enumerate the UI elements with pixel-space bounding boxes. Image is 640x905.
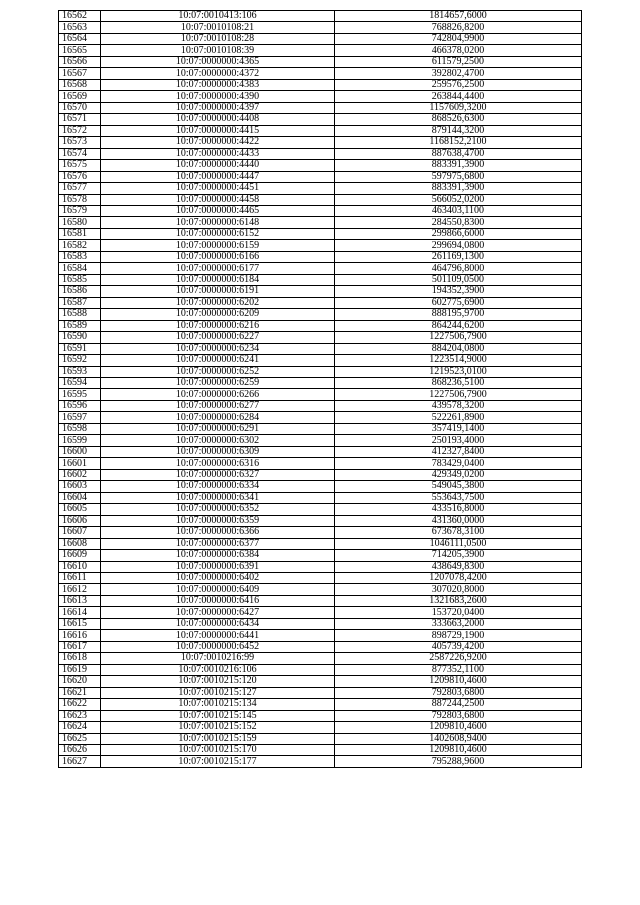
table-row	[59, 228, 582, 239]
value-cell: 1223514,9000	[335, 355, 582, 366]
row-number-cell: 16584	[59, 263, 101, 274]
row-number-cell: 16583	[59, 251, 101, 262]
value-cell: 602775,6900	[335, 297, 582, 308]
cadastral-number-cell: 10:07:0000000:6327	[101, 469, 335, 480]
table-row	[59, 332, 582, 343]
row-number-cell: 16623	[59, 710, 101, 721]
cadastral-number-cell: 10:07:0000000:6234	[101, 343, 335, 354]
table-row	[59, 171, 582, 182]
cadastral-number-cell: 10:07:0010215:145	[101, 710, 335, 721]
row-number-cell: 16619	[59, 664, 101, 675]
cadastral-number-cell: 10:07:0000000:4447	[101, 171, 335, 182]
value-cell: 864244,6200	[335, 320, 582, 331]
row-number-cell: 16577	[59, 183, 101, 194]
value-cell: 883391,3900	[335, 183, 582, 194]
table-row	[59, 366, 582, 377]
table-row	[59, 710, 582, 721]
table-row	[59, 756, 582, 767]
value-cell: 898729,1900	[335, 630, 582, 641]
table-row	[59, 595, 582, 606]
cadastral-number-cell: 10:07:0010215:120	[101, 676, 335, 687]
table-row	[59, 263, 582, 274]
cadastral-number-cell: 10:07:0000000:6452	[101, 641, 335, 652]
table-row	[59, 515, 582, 526]
table-row	[59, 492, 582, 503]
cadastral-number-cell: 10:07:0000000:6241	[101, 355, 335, 366]
table-row	[59, 148, 582, 159]
cadastral-number-cell: 10:07:0000000:6309	[101, 446, 335, 457]
row-number-cell: 16567	[59, 68, 101, 79]
row-number-cell: 16620	[59, 676, 101, 687]
row-number-cell: 16594	[59, 378, 101, 389]
table-row	[59, 676, 582, 687]
row-number-cell: 16625	[59, 733, 101, 744]
row-number-cell: 16611	[59, 572, 101, 583]
table-row	[59, 68, 582, 79]
table-row	[59, 389, 582, 400]
row-number-cell: 16579	[59, 205, 101, 216]
value-cell: 868526,6300	[335, 114, 582, 125]
cadastral-number-cell: 10:07:0010108:28	[101, 33, 335, 44]
table-row	[59, 733, 582, 744]
cadastral-number-cell: 10:07:0000000:4365	[101, 56, 335, 67]
row-number-cell: 16587	[59, 297, 101, 308]
row-number-cell: 16565	[59, 45, 101, 56]
records-table	[58, 10, 582, 768]
row-number-cell: 16615	[59, 618, 101, 629]
value-cell: 438649,8300	[335, 561, 582, 572]
row-number-cell: 16598	[59, 423, 101, 434]
cadastral-number-cell: 10:07:0000000:6227	[101, 332, 335, 343]
value-cell: 1209810,4600	[335, 676, 582, 687]
cadastral-number-cell: 10:07:0000000:4408	[101, 114, 335, 125]
value-cell: 412327,8400	[335, 446, 582, 457]
row-number-cell: 16616	[59, 630, 101, 641]
value-cell: 194352,3900	[335, 286, 582, 297]
cadastral-number-cell: 10:07:0000000:6334	[101, 481, 335, 492]
row-number-cell: 16588	[59, 309, 101, 320]
row-number-cell: 16569	[59, 91, 101, 102]
table-row	[59, 343, 582, 354]
table-row	[59, 309, 582, 320]
cadastral-number-cell: 10:07:0010215:159	[101, 733, 335, 744]
table-row	[59, 504, 582, 515]
row-number-cell: 16590	[59, 332, 101, 343]
value-cell: 2587226,9200	[335, 653, 582, 664]
value-cell: 439578,3200	[335, 400, 582, 411]
value-cell: 464796,8000	[335, 263, 582, 274]
cadastral-number-cell: 10:07:0010215:134	[101, 699, 335, 710]
row-number-cell: 16601	[59, 458, 101, 469]
row-number-cell: 16602	[59, 469, 101, 480]
cadastral-number-cell: 10:07:0000000:6266	[101, 389, 335, 400]
row-number-cell: 16622	[59, 699, 101, 710]
value-cell: 553643,7500	[335, 492, 582, 503]
row-number-cell: 16568	[59, 79, 101, 90]
row-number-cell: 16605	[59, 504, 101, 515]
cadastral-number-cell: 10:07:0000000:6252	[101, 366, 335, 377]
row-number-cell: 16578	[59, 194, 101, 205]
table-row	[59, 11, 582, 22]
table-row	[59, 91, 582, 102]
value-cell: 1814657,6000	[335, 11, 582, 22]
value-cell: 307020,8000	[335, 584, 582, 595]
row-number-cell: 16595	[59, 389, 101, 400]
value-cell: 673678,3100	[335, 527, 582, 538]
cadastral-number-cell: 10:07:0000000:4390	[101, 91, 335, 102]
row-number-cell: 16586	[59, 286, 101, 297]
cadastral-number-cell: 10:07:0000000:6391	[101, 561, 335, 572]
cadastral-number-cell: 10:07:0000000:6427	[101, 607, 335, 618]
row-number-cell: 16610	[59, 561, 101, 572]
row-number-cell: 16618	[59, 653, 101, 664]
records-table-body	[59, 11, 582, 768]
row-number-cell: 16593	[59, 366, 101, 377]
row-number-cell: 16562	[59, 11, 101, 22]
row-number-cell: 16591	[59, 343, 101, 354]
row-number-cell: 16603	[59, 481, 101, 492]
row-number-cell: 16592	[59, 355, 101, 366]
row-number-cell: 16596	[59, 400, 101, 411]
cadastral-number-cell: 10:07:0010108:21	[101, 22, 335, 33]
row-number-cell: 16609	[59, 550, 101, 561]
value-cell: 431360,0000	[335, 515, 582, 526]
cadastral-number-cell: 10:07:0000000:4397	[101, 102, 335, 113]
cadastral-number-cell: 10:07:0010215:127	[101, 687, 335, 698]
table-row	[59, 458, 582, 469]
cadastral-number-cell: 10:07:0000000:6409	[101, 584, 335, 595]
value-cell: 566052,0200	[335, 194, 582, 205]
value-cell: 299694,0800	[335, 240, 582, 251]
value-cell: 284550,8300	[335, 217, 582, 228]
cadastral-number-cell: 10:07:0000000:6291	[101, 423, 335, 434]
cadastral-number-cell: 10:07:0000000:6366	[101, 527, 335, 538]
cadastral-number-cell: 10:07:0000000:6191	[101, 286, 335, 297]
cadastral-number-cell: 10:07:0010216:106	[101, 664, 335, 675]
table-row	[59, 183, 582, 194]
value-cell: 597975,6800	[335, 171, 582, 182]
value-cell: 1207078,4200	[335, 572, 582, 583]
value-cell: 522261,8900	[335, 412, 582, 423]
cadastral-number-cell: 10:07:0000000:6377	[101, 538, 335, 549]
cadastral-number-cell: 10:07:0010215:170	[101, 745, 335, 756]
row-number-cell: 16624	[59, 722, 101, 733]
cadastral-number-cell: 10:07:0000000:6352	[101, 504, 335, 515]
value-cell: 1402608,9400	[335, 733, 582, 744]
value-cell: 742804,9900	[335, 33, 582, 44]
table-row	[59, 79, 582, 90]
table-row	[59, 630, 582, 641]
row-number-cell: 16613	[59, 595, 101, 606]
value-cell: 429349,0200	[335, 469, 582, 480]
value-cell: 1321683,2600	[335, 595, 582, 606]
table-row	[59, 423, 582, 434]
table-row	[59, 251, 582, 262]
cadastral-number-cell: 10:07:0010215:152	[101, 722, 335, 733]
cadastral-number-cell: 10:07:0000000:6277	[101, 400, 335, 411]
table-row	[59, 584, 582, 595]
value-cell: 877352,1100	[335, 664, 582, 675]
table-row	[59, 297, 582, 308]
row-number-cell: 16627	[59, 756, 101, 767]
table-row	[59, 745, 582, 756]
cadastral-number-cell: 10:07:0000000:6416	[101, 595, 335, 606]
cadastral-number-cell: 10:07:0000000:6159	[101, 240, 335, 251]
value-cell: 888195,9700	[335, 309, 582, 320]
table-row	[59, 550, 582, 561]
cadastral-number-cell: 10:07:0000000:6184	[101, 274, 335, 285]
value-cell: 153720,0400	[335, 607, 582, 618]
table-row	[59, 538, 582, 549]
value-cell: 611579,2500	[335, 56, 582, 67]
table-row	[59, 527, 582, 538]
table-row	[59, 22, 582, 33]
value-cell: 868236,5100	[335, 378, 582, 389]
table-row	[59, 137, 582, 148]
row-number-cell: 16604	[59, 492, 101, 503]
value-cell: 1227506,7900	[335, 332, 582, 343]
row-number-cell: 16585	[59, 274, 101, 285]
value-cell: 433516,8000	[335, 504, 582, 515]
table-row	[59, 446, 582, 457]
row-number-cell: 16617	[59, 641, 101, 652]
value-cell: 887244,2500	[335, 699, 582, 710]
cadastral-number-cell: 10:07:0000000:4372	[101, 68, 335, 79]
value-cell: 1219523,0100	[335, 366, 582, 377]
table-row	[59, 320, 582, 331]
table-row	[59, 114, 582, 125]
row-number-cell: 16570	[59, 102, 101, 113]
value-cell: 1209810,4600	[335, 722, 582, 733]
row-number-cell: 16606	[59, 515, 101, 526]
value-cell: 501109,0500	[335, 274, 582, 285]
table-row	[59, 45, 582, 56]
value-cell: 259576,2500	[335, 79, 582, 90]
cadastral-number-cell: 10:07:0010216:99	[101, 653, 335, 664]
row-number-cell: 16573	[59, 137, 101, 148]
value-cell: 795288,9600	[335, 756, 582, 767]
cadastral-number-cell: 10:07:0000000:6434	[101, 618, 335, 629]
table-row	[59, 286, 582, 297]
row-number-cell: 16582	[59, 240, 101, 251]
value-cell: 792803,6800	[335, 710, 582, 721]
cadastral-number-cell: 10:07:0000000:6148	[101, 217, 335, 228]
row-number-cell: 16607	[59, 527, 101, 538]
value-cell: 768826,8200	[335, 22, 582, 33]
table-row	[59, 217, 582, 228]
cadastral-number-cell: 10:07:0000000:6341	[101, 492, 335, 503]
cadastral-number-cell: 10:07:0000000:4383	[101, 79, 335, 90]
cadastral-number-cell: 10:07:0000000:4440	[101, 160, 335, 171]
row-number-cell: 16572	[59, 125, 101, 136]
cadastral-number-cell: 10:07:0000000:4458	[101, 194, 335, 205]
cadastral-number-cell: 10:07:0000000:6284	[101, 412, 335, 423]
value-cell: 392802,4700	[335, 68, 582, 79]
cadastral-number-cell: 10:07:0000000:4422	[101, 137, 335, 148]
row-number-cell: 16575	[59, 160, 101, 171]
row-number-cell: 16612	[59, 584, 101, 595]
table-row	[59, 664, 582, 675]
cadastral-number-cell: 10:07:0000000:6259	[101, 378, 335, 389]
row-number-cell: 16566	[59, 56, 101, 67]
cadastral-number-cell: 10:07:0000000:6402	[101, 572, 335, 583]
table-row	[59, 378, 582, 389]
table-row	[59, 618, 582, 629]
row-number-cell: 16581	[59, 228, 101, 239]
cadastral-number-cell: 10:07:0000000:4465	[101, 205, 335, 216]
value-cell: 466378,0200	[335, 45, 582, 56]
cadastral-number-cell: 10:07:0000000:4451	[101, 183, 335, 194]
value-cell: 792803,6800	[335, 687, 582, 698]
table-row	[59, 435, 582, 446]
table-row	[59, 125, 582, 136]
row-number-cell: 16563	[59, 22, 101, 33]
table-row	[59, 641, 582, 652]
table-row	[59, 699, 582, 710]
value-cell: 883391,3900	[335, 160, 582, 171]
table-row	[59, 274, 582, 285]
cadastral-number-cell: 10:07:0000000:4433	[101, 148, 335, 159]
value-cell: 357419,1400	[335, 423, 582, 434]
cadastral-number-cell: 10:07:0000000:6152	[101, 228, 335, 239]
cadastral-number-cell: 10:07:0010413:106	[101, 11, 335, 22]
cadastral-number-cell: 10:07:0000000:6384	[101, 550, 335, 561]
row-number-cell: 16600	[59, 446, 101, 457]
row-number-cell: 16614	[59, 607, 101, 618]
table-row	[59, 561, 582, 572]
cadastral-number-cell: 10:07:0000000:6177	[101, 263, 335, 274]
row-number-cell: 16571	[59, 114, 101, 125]
cadastral-number-cell: 10:07:0010108:39	[101, 45, 335, 56]
value-cell: 299866,6000	[335, 228, 582, 239]
value-cell: 879144,3200	[335, 125, 582, 136]
value-cell: 1157609,3200	[335, 102, 582, 113]
value-cell: 333663,2000	[335, 618, 582, 629]
cadastral-number-cell: 10:07:0000000:6216	[101, 320, 335, 331]
row-number-cell: 16564	[59, 33, 101, 44]
table-row	[59, 33, 582, 44]
value-cell: 549045,3800	[335, 481, 582, 492]
value-cell: 1168152,2100	[335, 137, 582, 148]
value-cell: 405739,4200	[335, 641, 582, 652]
row-number-cell: 16580	[59, 217, 101, 228]
cadastral-number-cell: 10:07:0000000:6359	[101, 515, 335, 526]
value-cell: 783429,0400	[335, 458, 582, 469]
table-row	[59, 102, 582, 113]
cadastral-number-cell: 10:07:0000000:6316	[101, 458, 335, 469]
row-number-cell: 16608	[59, 538, 101, 549]
cadastral-number-cell: 10:07:0000000:6202	[101, 297, 335, 308]
table-row	[59, 205, 582, 216]
value-cell: 1209810,4600	[335, 745, 582, 756]
row-number-cell: 16574	[59, 148, 101, 159]
row-number-cell: 16626	[59, 745, 101, 756]
value-cell: 463403,1100	[335, 205, 582, 216]
value-cell: 263844,4400	[335, 91, 582, 102]
table-row	[59, 572, 582, 583]
table-row	[59, 687, 582, 698]
table-row	[59, 240, 582, 251]
table-row	[59, 412, 582, 423]
table-row	[59, 722, 582, 733]
value-cell: 250193,4000	[335, 435, 582, 446]
cadastral-number-cell: 10:07:0000000:4415	[101, 125, 335, 136]
value-cell: 1227506,7900	[335, 389, 582, 400]
row-number-cell: 16597	[59, 412, 101, 423]
value-cell: 884204,0800	[335, 343, 582, 354]
value-cell: 1046111,0500	[335, 538, 582, 549]
table-row	[59, 56, 582, 67]
table-row	[59, 653, 582, 664]
row-number-cell: 16621	[59, 687, 101, 698]
row-number-cell: 16589	[59, 320, 101, 331]
cadastral-number-cell: 10:07:0000000:6166	[101, 251, 335, 262]
cadastral-number-cell: 10:07:0000000:6441	[101, 630, 335, 641]
value-cell: 261169,1300	[335, 251, 582, 262]
table-row	[59, 607, 582, 618]
table-row	[59, 481, 582, 492]
row-number-cell: 16576	[59, 171, 101, 182]
value-cell: 887638,4700	[335, 148, 582, 159]
row-number-cell: 16599	[59, 435, 101, 446]
cadastral-number-cell: 10:07:0000000:6302	[101, 435, 335, 446]
table-row	[59, 400, 582, 411]
table-row	[59, 194, 582, 205]
table-row	[59, 160, 582, 171]
table-row	[59, 355, 582, 366]
table-row	[59, 469, 582, 480]
cadastral-number-cell: 10:07:0000000:6209	[101, 309, 335, 320]
cadastral-number-cell: 10:07:0010215:177	[101, 756, 335, 767]
value-cell: 714205,3900	[335, 550, 582, 561]
